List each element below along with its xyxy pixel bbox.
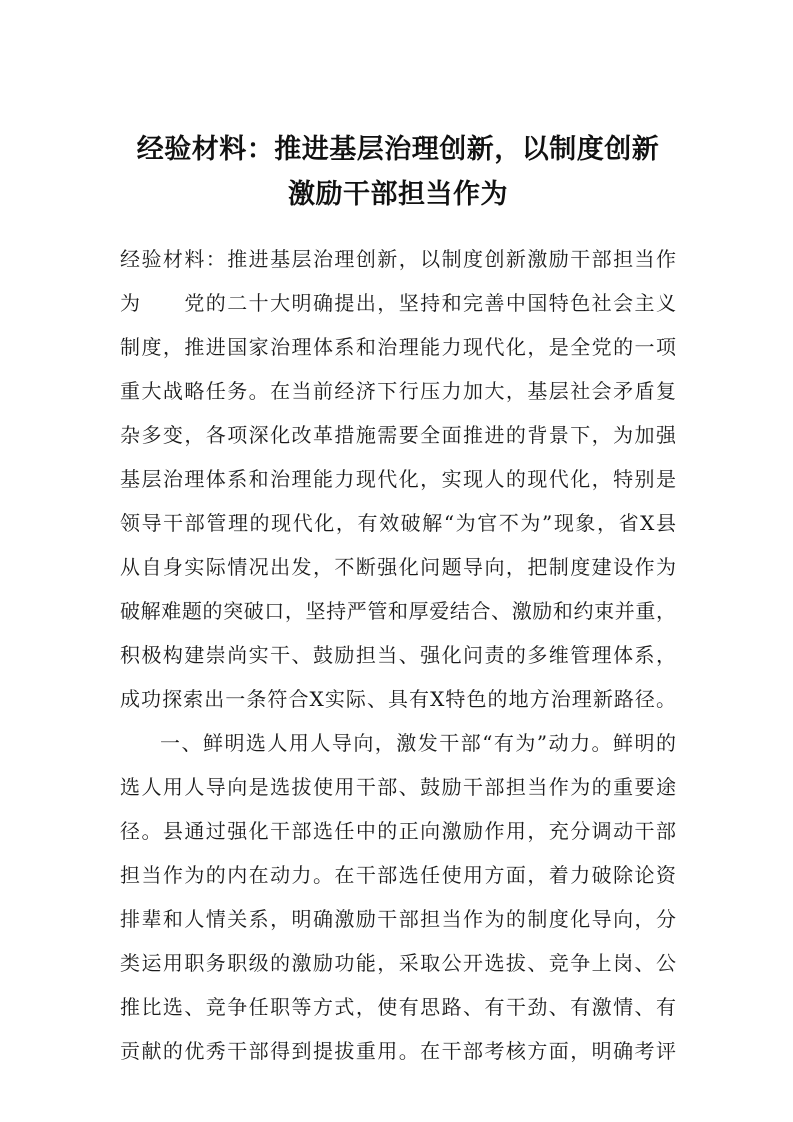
body-line: 积极构建崇尚实干、鼓励担当、强化问责的多维管理体系， <box>120 643 676 667</box>
body-line: 成功探索出一条符合X实际、具有X特色的地方治理新路径。 <box>120 687 676 711</box>
body-line: 径。县通过强化干部选任中的正向激励作用，充分调动干部 <box>120 819 676 843</box>
document-title-line-1: 经验材料：推进基层治理创新，以制度创新 <box>136 134 660 165</box>
body-line: 担当作为的内在动力。在干部选任使用方面，着力破除论资 <box>120 863 676 887</box>
body-line: 领导干部管理的现代化，有效破解“为官不为”现象，省X县 <box>120 511 676 535</box>
body-line: 贡献的优秀干部得到提拔重用。在干部考核方面，明确考评 <box>120 1039 676 1063</box>
body-line: 破解难题的突破口，坚持严管和厚爱结合、激励和约束并重， <box>120 599 676 623</box>
body-line: 杂多变，各项深化改革措施需要全面推进的背景下，为加强 <box>120 423 676 447</box>
body-line: 选人用人导向是选拔使用干部、鼓励干部担当作为的重要途 <box>120 775 676 799</box>
body-line: 为 党的二十大明确提出，坚持和完善中国特色社会主义 <box>120 291 676 315</box>
body-line: 基层治理体系和治理能力现代化，实现人的现代化，特别是 <box>120 467 676 491</box>
body-line: 制度，推进国家治理体系和治理能力现代化，是全党的一项 <box>120 335 676 359</box>
body-line: 重大战略任务。在当前经济下行压力加大，基层社会矛盾复 <box>120 379 676 403</box>
document-title-line-2: 激励干部担当作为 <box>288 179 508 210</box>
body-line: 类运用职务职级的激励功能，采取公开选拔、竞争上岗、公 <box>120 951 676 975</box>
body-line: 推比选、竞争任职等方式，使有思路、有干劲、有激情、有 <box>120 995 676 1019</box>
body-line: 排辈和人情关系，明确激励干部担当作为的制度化导向，分 <box>120 907 676 931</box>
section-heading-line: 一、鲜明选人用人导向，激发干部“有为”动力。鲜明的 <box>160 731 676 755</box>
body-line: 从自身实际情况出发，不断强化问题导向，把制度建设作为 <box>120 555 676 579</box>
body-line: 经验材料：推进基层治理创新，以制度创新激励干部担当作 <box>120 247 676 271</box>
